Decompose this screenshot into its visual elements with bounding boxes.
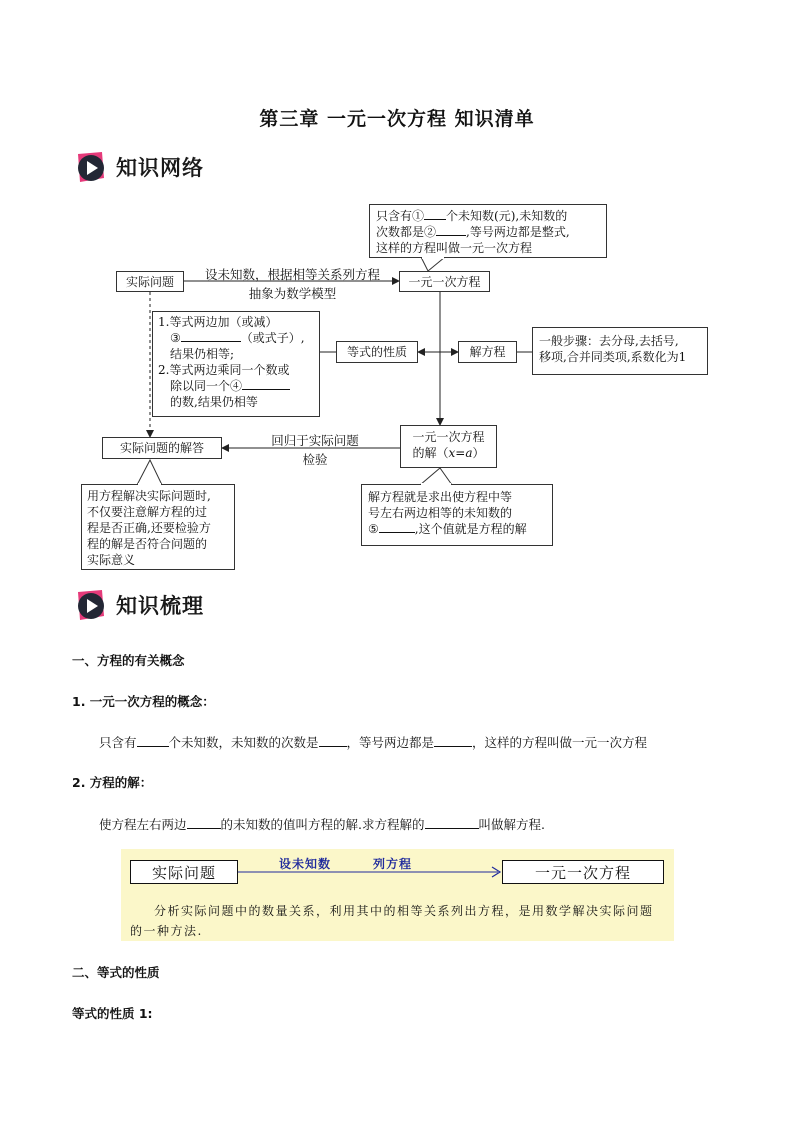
linear-equation-box: 一元一次方程: [399, 271, 490, 292]
item2-title: 2. 方程的解：: [72, 775, 153, 790]
section-badge-review: [72, 586, 204, 624]
heading-equation-properties: 二、等式的性质: [72, 965, 160, 980]
item1-title: 1. 一元一次方程的概念：: [72, 694, 215, 709]
method-banner: [121, 849, 674, 941]
property1-title: 等式的性质 1:: [72, 1006, 153, 1021]
real-problem-box: 实际问题: [116, 271, 184, 292]
item1-text: 只含有 个未知数，未知数的次数是 ，等号两边都是 ，这样的方程叫做一元一次方程: [99, 735, 648, 750]
check-note-box: 用方程解决实际问题时, 不仅要注意解方程的过 程是否正确,还要检验方 程的解是否符合问题的 实际意义: [81, 484, 235, 570]
solution-definition-box: 解方程就是求出使方程中等 号左右两边相等的未知数的 ⑤ ,这个值就是方程的解: [361, 484, 553, 546]
item2-text: 使方程左右两边 的未知数的值叫方程的解.求方程解的 叫做解方程.: [99, 817, 545, 832]
solve-equation-box: 解方程: [458, 341, 517, 363]
solution-box: 一元一次方程 的解（x=a）: [400, 425, 497, 468]
model-label-line2: 抽象为数学模型: [248, 286, 337, 301]
answer-box: 实际问题的解答: [102, 437, 222, 459]
equation-properties-note: 1.等式两边加（或减） ③ （或式子）, 结果仍相等; 2.等式两边乘同一个数或 除以同一个④ 的数,结果仍相等: [152, 311, 320, 417]
section-title-network: 知识网络: [116, 156, 204, 180]
model-label-line1: 设未知数，根据相等关系列方程: [204, 267, 380, 282]
banner-linear-equation: 一元一次方程: [502, 860, 664, 884]
banner-label-equation: 列方程: [373, 857, 413, 871]
steps-note-box: 一般步骤：去分母,去括号, 移项,合并同类项,系数化为1: [532, 327, 708, 375]
banner-arrow: [238, 863, 502, 881]
equation-properties-box: 等式的性质: [336, 341, 418, 363]
section-title-review: 知识梳理: [116, 594, 204, 618]
return-label-line1: 回归于实际问题: [271, 433, 359, 448]
play-logo-icon: [72, 586, 108, 624]
banner-label-unknown: 设未知数: [279, 857, 332, 871]
definition-box: 只含有① 个未知数(元),未知数的 次数都是② ,等号两边都是整式, 这样的方程叫做一元一次方程: [369, 204, 607, 258]
heading-equation-concepts: 一、方程的有关概念: [72, 653, 185, 668]
banner-text: 分析实际问题中的数量关系，利用其中的相等关系列出方程，是用数学解决实际问题的一种方法.: [130, 904, 654, 938]
return-label-line2: 检验: [302, 452, 328, 467]
page-title: 第三章 一元一次方程 知识清单: [259, 108, 535, 130]
banner-real-problem: 实际问题: [130, 860, 238, 884]
